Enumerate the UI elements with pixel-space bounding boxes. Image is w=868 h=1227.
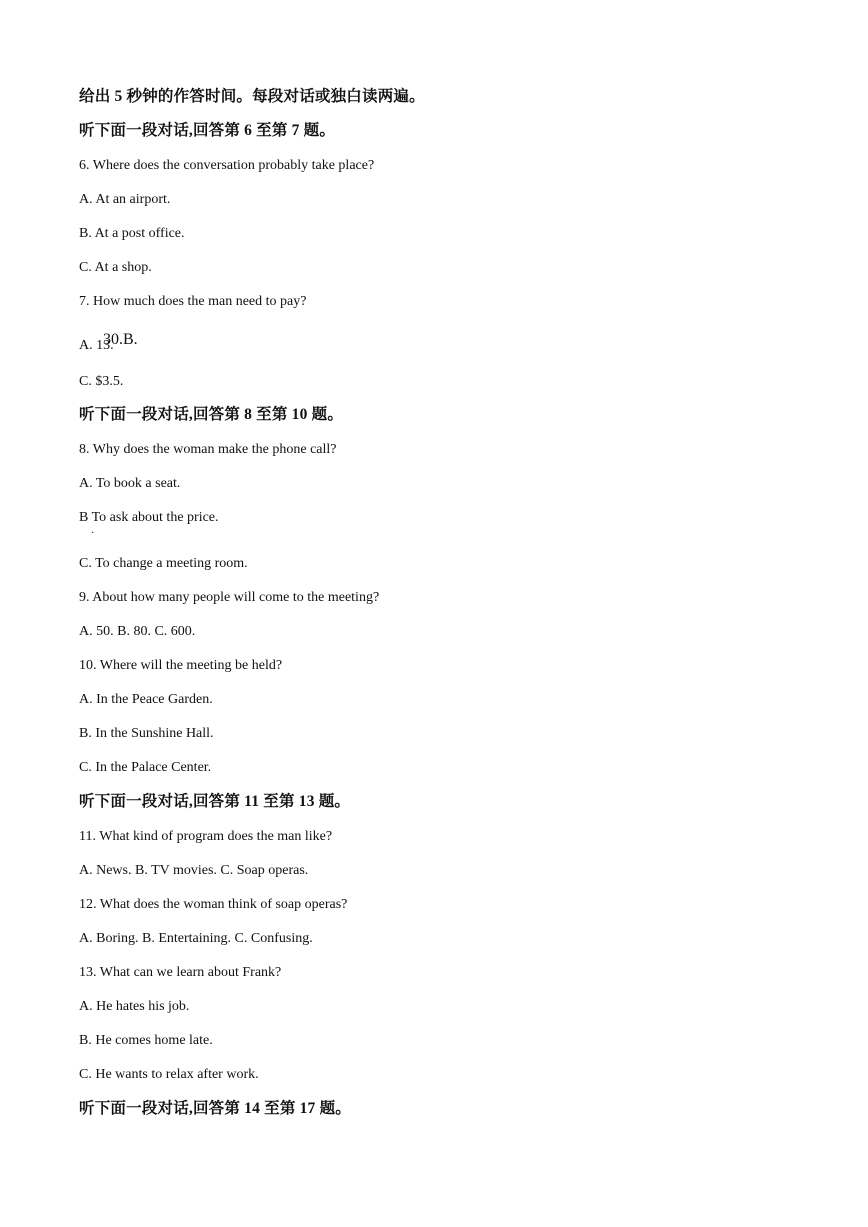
section-heading: 听下面一段对话,回答第 14 至第 17 题。	[79, 1100, 351, 1117]
question-line: A. He hates his job.	[79, 999, 190, 1014]
question-line: 9. About how many people will come to the meeting?	[79, 590, 380, 605]
question-line: A. At an airport.	[79, 192, 171, 207]
question-line: A. 13.	[79, 338, 114, 353]
section-heading: 听下面一段对话,回答第 8 至第 10 题。	[79, 406, 344, 423]
question-line: C. $3.5.	[79, 374, 124, 389]
question-line: B. At a post office.	[79, 226, 185, 241]
section-heading: 听下面一段对话,回答第 11 至第 13 题。	[79, 793, 351, 810]
question-line: A. In the Peace Garden.	[79, 692, 213, 707]
question-line: 13. What can we learn about Frank?	[79, 965, 282, 980]
section-heading: 听下面一段对话,回答第 6 至第 7 题。	[79, 122, 336, 139]
question-line: 8. Why does the woman make the phone call?	[79, 442, 337, 457]
question-line: A. 50. B. 80. C. 600.	[79, 624, 196, 639]
question-line: B. In the Sunshine Hall.	[79, 726, 214, 741]
question-line: A. Boring. B. Entertaining. C. Confusing.	[79, 931, 313, 946]
question-line: B To ask about the price.	[79, 510, 219, 525]
raised-answer-fragment: 30.B.	[103, 331, 138, 348]
question-line: 12. What does the woman think of soap operas?	[79, 897, 348, 912]
question-line: B. He comes home late.	[79, 1033, 213, 1048]
question-line: C. At a shop.	[79, 260, 152, 275]
stray-dot: ·	[91, 528, 95, 539]
question-line: C. In the Palace Center.	[79, 760, 212, 775]
question-line: C. He wants to relax after work.	[79, 1067, 259, 1082]
question-line: A. News. B. TV movies. C. Soap operas.	[79, 863, 309, 878]
question-line: 11. What kind of program does the man like?	[79, 829, 333, 844]
question-line: C. To change a meeting room.	[79, 556, 248, 571]
section-heading: 给出 5 秒钟的作答时间。每段对话或独白读两遍。	[79, 88, 425, 105]
question-line: 10. Where will the meeting be held?	[79, 658, 283, 673]
question-line: 6. Where does the conversation probably take place?	[79, 158, 375, 173]
question-line: 7. How much does the man need to pay?	[79, 294, 307, 309]
question-line: A. To book a seat.	[79, 476, 181, 491]
